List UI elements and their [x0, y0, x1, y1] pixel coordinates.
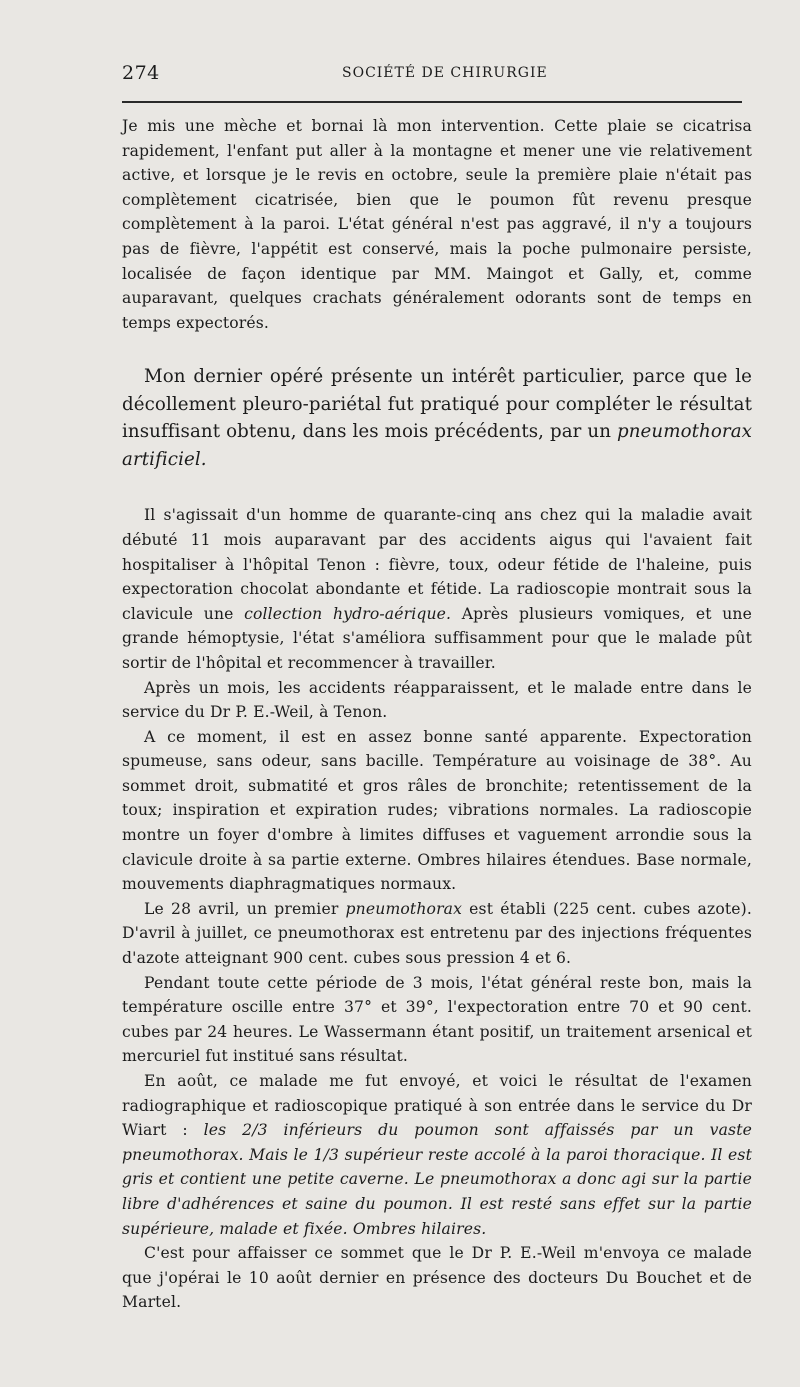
paragraph-2	[122, 363, 752, 473]
paragraph-8	[122, 1069, 752, 1241]
page-header	[122, 62, 742, 88]
paragraph-6-italic: pneumothorax	[345, 899, 463, 918]
paragraph-6-text-a: Le 28 avril, un premier	[144, 899, 346, 918]
paragraph-6	[122, 897, 752, 971]
running-head: SOCIÉTÉ DE CHIRURGIE	[342, 65, 548, 81]
paragraph-4: Après un mois, les accidents réapparaissent, et le malade entre dans le service du Dr P. E.-Weil, à Tenon.	[122, 678, 752, 722]
paragraph-3-italic: collection hydro-aérique.	[244, 604, 452, 623]
page-number: 274	[122, 62, 160, 84]
paragraph-2-italic: pneumothorax artificiel.	[122, 421, 752, 470]
paragraph-3-text-a: Il s'agissait d'un homme de quarante-cinq ans chez qui la maladie avait débuté 11 mois auparavant par des accidents aigus qui l'avaient fait hospitaliser à l'hôpital Tenon : fièvre, toux, odeur fétide de l'haleine, puis expectoration chocolat abondante et fétide. La radioscopie montrait sous la clavicule une	[122, 506, 752, 623]
paragraph-7: Pendant toute cette période de 3 mois, l'état général reste bon, mais la température oscille entre 37° et 39°, l'expectoration entre 70 et 90 cent. cubes par 24 heures. Le Wassermann étant positif, un traitement arsenical et mercuriel fut institué sans résultat.	[122, 973, 752, 1066]
paragraph-8-italic: les 2/3 inférieurs du poumon sont affaissés par un vaste pneumothorax. Mais le 1/3 supérieur reste accolé à la paroi thoracique. Il est gris et contient une petite caverne. Le pneumothorax a donc agi sur la partie libre d'adhérences et saine du poumon. Il est resté sans effet sur la partie supérieure, malade et fixée. Ombres hilaires.	[122, 1121, 752, 1238]
paragraph-9: C'est pour affaisser ce sommet que le Dr P. E.-Weil m'envoya ce malade que j'opérai le 10 août dernier en présence des docteurs Du Bouchet et de Martel.	[122, 1244, 752, 1312]
body-text	[122, 114, 752, 1315]
paragraph-1: Je mis une mèche et bornai là mon intervention. Cette plaie se cicatrisa rapidement, l'enfant put aller à la montagne et mener une vie relativement active, et lorsque je le revis en octobre, seule la première plaie n'était pas complètement cicatrisée, bien que le poumon fût revenu presque complètement à la paroi. L'état général n'est pas aggravé, il n'y a toujours pas de fièvre, l'appétit est conservé, mais la poche pulmonaire persiste, localisée de façon identique par MM. Maingot et Gally, et, comme auparavant, quelques crachats généralement odorants sont de temps en temps expectorés.	[122, 117, 752, 332]
paragraph-3-text-b: Après plusieurs vomiques, et une grande hémoptysie, l'état s'améliora suffisamment pour que le malade pût sortir de l'hôpital et recommencer à travailler.	[122, 604, 752, 672]
header-rule	[122, 101, 742, 103]
paragraph-5: A ce moment, il est en assez bonne santé apparente. Expectoration spumeuse, sans odeur, sans bacille. Température au voisinage de 38°. Au sommet droit, submatité et gros râles de bronchite; retentissement de la toux; inspiration et expiration rudes; vibrations normales. La radioscopie montre un foyer d'ombre à limites diffuses et vaguement arrondie sous la clavicule droite à sa partie externe. Ombres hilaires étendues. Base normale, mouvements diaphragmatiques normaux.	[122, 727, 752, 894]
paragraph-3	[122, 503, 752, 675]
paragraph-8-text: En août, ce malade me fut envoyé, et voici le résultat de l'examen radiographique et radioscopique pratiqué à son entrée dans le service du Dr Wiart :	[122, 1072, 752, 1140]
paragraph-6-text-b: est établi (225 cent. cubes azote). D'avril à juillet, ce pneumothorax est entretenu par des injections fréquentes d'azote atteignant 900 cent. cubes sous pression 4 et 6.	[122, 899, 752, 968]
paragraph-2-text: Mon dernier opéré présente un intérêt particulier, parce que le décollement pleuro-pariétal fut pratiqué pour compléter le résultat insuffisant obtenu, dans les mois précédents, par un	[122, 366, 752, 443]
